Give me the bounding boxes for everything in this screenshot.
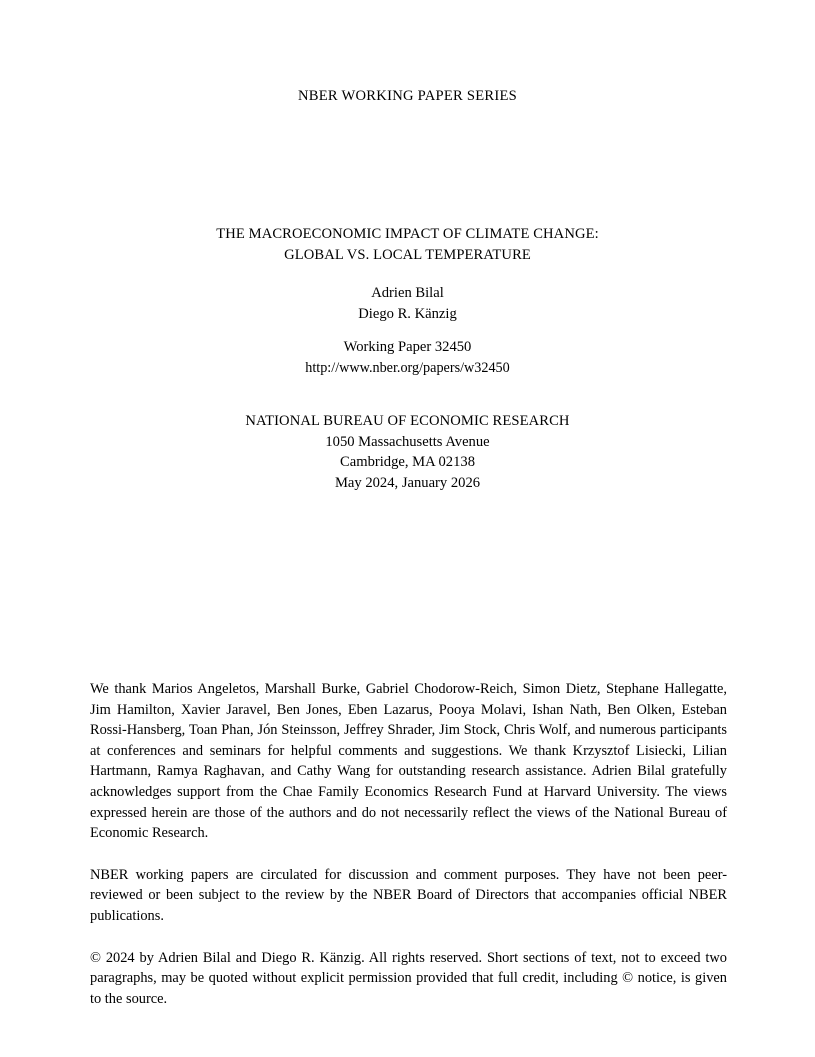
working-paper-number: Working Paper 32450 xyxy=(343,339,472,355)
series-title: NBER WORKING PAPER SERIES xyxy=(297,88,518,104)
author-name: Diego R. Känzig xyxy=(358,305,457,322)
paper-title-line-2: GLOBAL VS. LOCAL TEMPERATURE xyxy=(284,247,531,263)
institution-street: 1050 Massachusetts Avenue xyxy=(325,433,490,450)
author-list xyxy=(0,283,815,324)
institution-block xyxy=(0,411,815,493)
institution-city-state-zip: Cambridge, MA 02138 xyxy=(340,454,475,470)
paper-reference xyxy=(0,337,815,378)
institution-name: NATIONAL BUREAU OF ECONOMIC RESEARCH xyxy=(245,413,570,429)
paper-title-line-1: THE MACROECONOMIC IMPACT OF CLIMATE CHANGE: xyxy=(216,226,599,242)
footnote-block xyxy=(90,679,727,1009)
acknowledgments-paragraph: We thank Marios Angeletos, Marshall Burke, Gabriel Chodorow-Reich, Simon Dietz, Stephane Hallegatte, Jim Hamilton, Xavier Jaravel, Ben Jones, Eben Lazarus, Pooya Molavi, Ishan Nath, Ben Olken, Esteban Rossi-Hansberg, Toan Phan, Jón Steinsson, Jeffrey Shrader, Jim Stock, Chris Wolf, and numerous participants at conferences and seminars for helpful comments and suggestions. We thank Krzysztof Lisiecki, Lilian Hartmann, Ramya Raghavan, and Cathy Wang for outstanding research assistance. Adrien Bilal gratefully acknowledges support from the Chae Family Economics Research Fund at Harvard University. The views expressed herein are those of the authors and do not necessarily reflect the views of the National Bureau of Economic Research. xyxy=(90,681,727,842)
publication-dates: May 2024, January 2026 xyxy=(334,474,481,491)
copyright-paragraph: © 2024 by Adrien Bilal and Diego R. Känzig. All rights reserved. Short sections of text, not to exceed two paragraphs, may be quoted without explicit permission provided that full credit, including © notice, is given to the source. xyxy=(90,949,727,1007)
paper-title xyxy=(0,224,815,266)
disclaimer-paragraph: NBER working papers are circulated for discussion and comment purposes. They have not been peer-reviewed or been subject to the review by the NBER Board of Directors that accompanies official NBER publications. xyxy=(90,866,727,924)
author-name: Adrien Bilal xyxy=(371,285,444,301)
paper-url[interactable]: http://www.nber.org/papers/w32450 xyxy=(305,359,510,376)
